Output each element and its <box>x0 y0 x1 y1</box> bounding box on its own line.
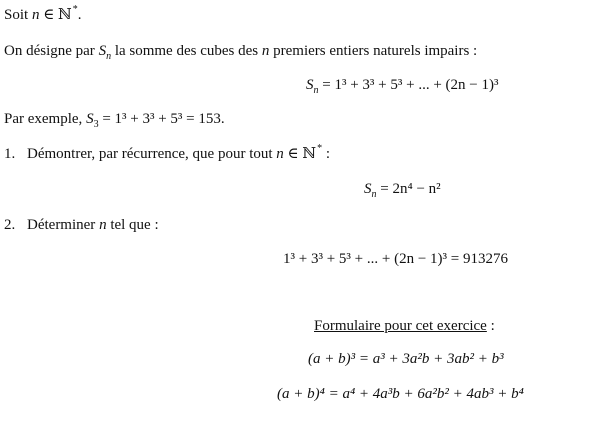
formula-closed-lhs-sub: n <box>371 189 377 200</box>
question1-text: Démontrer, par récurrence, que pour tout <box>27 146 273 162</box>
question2-line <box>4 216 159 234</box>
intro-soit: Soit <box>4 7 29 23</box>
formulary-title-suffix: : <box>490 318 495 334</box>
question2-number: 2. <box>4 217 16 233</box>
intro-line <box>4 6 82 26</box>
formulary-fourth-text: (a + b)⁴ = a⁴ + 4a³b + 6a²b² + 4ab³ + b⁴ <box>277 386 524 402</box>
formulary-cube <box>308 350 504 368</box>
question1-set-naturals: ℕ <box>302 146 317 162</box>
formula-sum-rhs: = 1³ + 3³ + 5³ + ... + (2n − 1)³ <box>322 77 499 93</box>
formulary-title: Formulaire pour cet exercice <box>314 318 487 334</box>
example-rhs: = 1³ + 3³ + 5³ = 153. <box>102 111 225 127</box>
question1-suffix: : <box>325 146 331 162</box>
formula-closed <box>364 180 441 200</box>
definition-text-a: On désigne par <box>4 43 95 59</box>
definition-text-c: premiers entiers naturels impairs : <box>273 43 478 59</box>
intro-set-naturals: ℕ <box>58 7 72 23</box>
question2-var-n: n <box>99 217 107 233</box>
formula-closed-lhs: S <box>364 181 372 197</box>
example-lhs: S <box>86 111 94 127</box>
question2-suffix: tel que : <box>110 217 159 233</box>
question2-text: Déterminer <box>27 217 96 233</box>
question1-number: 1. <box>4 146 16 162</box>
formulary-fourth <box>277 385 524 403</box>
formula-sum-lhs-sub: n <box>313 85 319 96</box>
definition-s-sub: n <box>106 51 112 62</box>
formulary-cube-text: (a + b)³ = a³ + 3a²b + 3ab² + b³ <box>308 351 504 367</box>
example-prefix: Par exemple, <box>4 111 83 127</box>
example-line <box>4 110 225 130</box>
intro-period: . <box>77 7 82 23</box>
formulary-title-line <box>314 317 495 335</box>
intro-set-star: * <box>72 4 78 15</box>
question1-set-star: * <box>317 143 323 154</box>
example-lhs-sub: 3 <box>93 119 99 130</box>
intro-in-symbol: ∈ <box>43 7 55 23</box>
formula-target <box>283 250 508 268</box>
intro-var-n: n <box>31 7 40 23</box>
formula-sum <box>306 76 499 96</box>
question1-in-symbol: ∈ <box>287 146 299 162</box>
question1-line <box>4 145 330 165</box>
definition-var-n: n <box>261 43 270 59</box>
formula-closed-rhs: = 2n⁴ − n² <box>380 181 441 197</box>
formula-sum-lhs: S <box>306 77 314 93</box>
definition-text-b: la somme des cubes des <box>114 43 259 59</box>
definition-s: $S_n$ <box>98 43 112 62</box>
question1-var-n: n <box>276 146 284 162</box>
definition-line <box>4 42 477 62</box>
formula-target-text: 1³ + 3³ + 5³ + ... + (2n − 1)³ = 913276 <box>283 251 508 267</box>
